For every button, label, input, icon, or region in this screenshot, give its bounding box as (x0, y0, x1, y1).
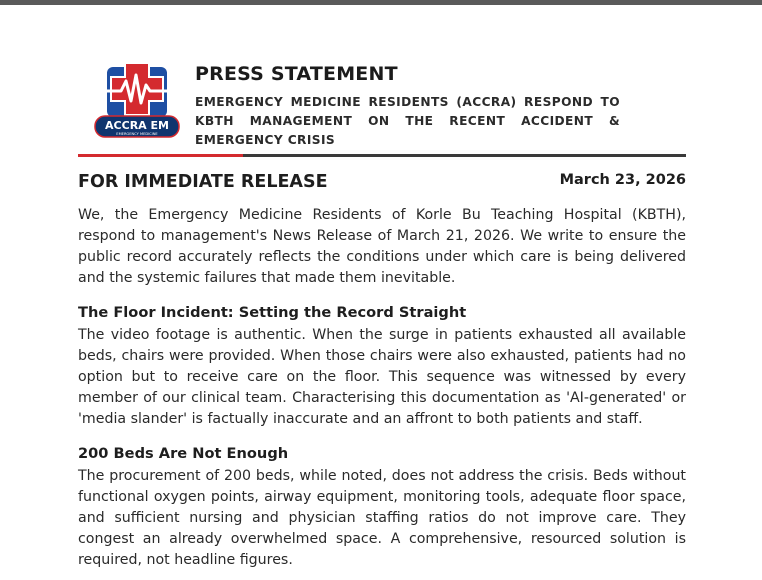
section-heading-floor-incident: The Floor Incident: Setting the Record Straight (78, 304, 467, 321)
release-date: March 23, 2026 (559, 172, 686, 188)
section-heading-beds: 200 Beds Are Not Enough (78, 445, 289, 462)
release-label: FOR IMMEDIATE RELEASE (78, 172, 328, 192)
logo-subtext: EMERGENCY MEDICINE (116, 132, 158, 136)
document-subtitle: EMERGENCY MEDICINE RESIDENTS (ACCRA) RESPOND TO KBTH MANAGEMENT ON THE RECENT ACCIDENT & EMERGENCY CRISIS (195, 95, 620, 147)
accra-em-logo (93, 61, 181, 139)
document-title: PRESS STATEMENT (195, 63, 398, 85)
header-divider (78, 154, 686, 157)
section-body-beds: The procurement of 200 beds, while noted, does not address the crisis. Beds without functional oxygen points, airway equipment, monitoring tools, adequate floor space, and sufficient nursing and physician staffing ratios do not improve care. They congest an already overwhelmed space. A comprehensive, resourced solution is required, not headline figures. (78, 468, 686, 568)
logo-text: ACCRA EM (105, 119, 169, 132)
press-statement-page (0, 5, 762, 580)
section-body-floor-incident: The video footage is authentic. When the surge in patients exhausted all available beds, chairs were provided. When those chairs were also exhausted, patients had no option but to receive care on the floor. This sequence was witnessed by every member of our clinical team. Characterising this documentation as 'AI-generated' or 'media slander' is factually inaccurate and an affront to both patients and staff. (78, 327, 686, 427)
intro-paragraph: We, the Emergency Medicine Residents of Korle Bu Teaching Hospital (KBTH), respond to management's News Release of March 21, 2026. We write to ensure the public record accurately reflects the conditions under which care is being delivered and the systemic failures that made them inevitable. (78, 207, 686, 286)
